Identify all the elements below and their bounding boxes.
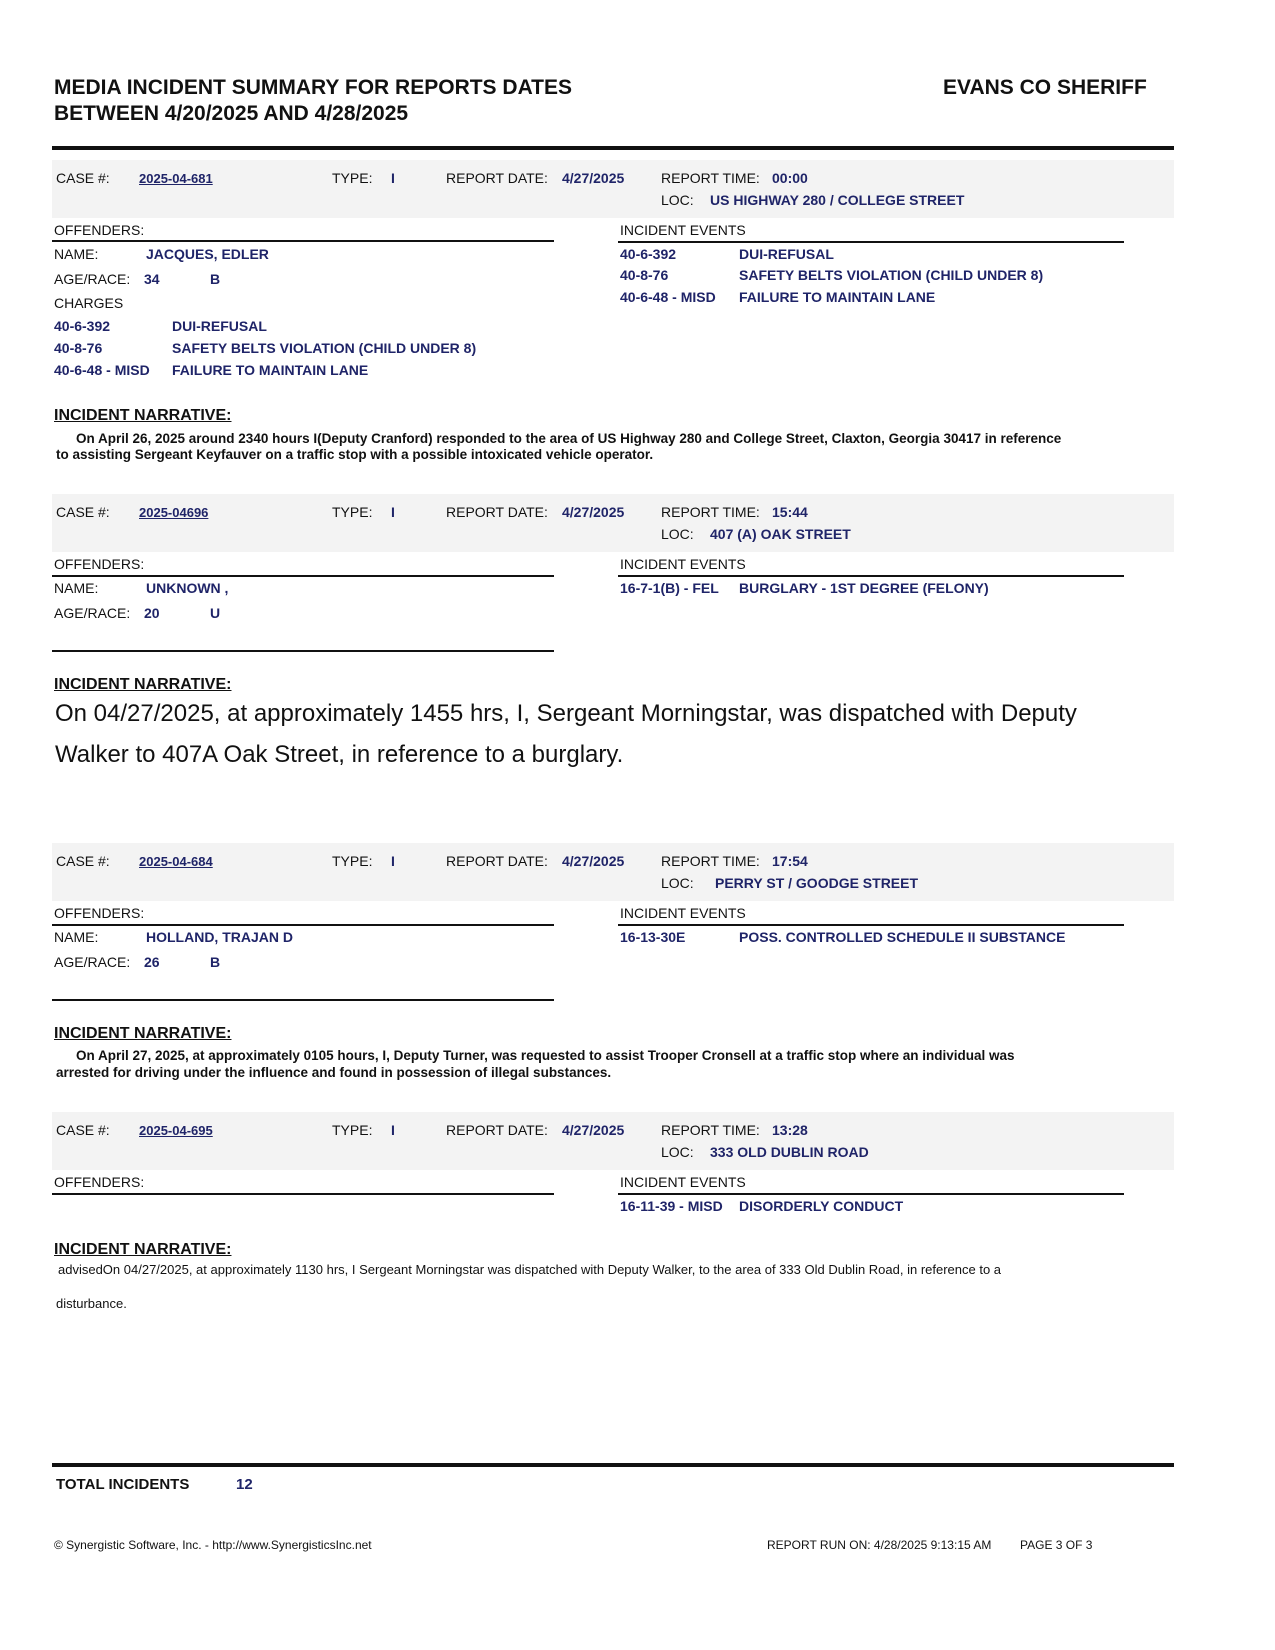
report-time-value: 17:54 [772, 853, 808, 869]
event-code: 40-6-392 [620, 246, 677, 262]
event-desc: BURGLARY - 1ST DEGREE (FELONY) [739, 580, 989, 596]
totals-divider [52, 1463, 1174, 1467]
case-number-link[interactable]: 2025-04-681 [139, 171, 213, 186]
type-value: I [391, 1122, 395, 1138]
type-value: I [391, 504, 395, 520]
case-number-link[interactable]: 2025-04-684 [139, 854, 213, 869]
incident-events-label: INCIDENT EVENTS [620, 222, 746, 238]
type-value: I [391, 853, 395, 869]
offenders-rule [52, 1193, 554, 1195]
type-label: TYPE: [332, 504, 373, 520]
footer-page-number: PAGE 3 OF 3 [1020, 1538, 1093, 1552]
narrative-heading: INCIDENT NARRATIVE: [54, 676, 232, 693]
report-title-line1: MEDIA INCIDENT SUMMARY FOR REPORTS DATES [54, 76, 573, 99]
offender-name: UNKNOWN , [146, 580, 229, 596]
report-date-label: REPORT DATE: [446, 504, 548, 520]
narrative-line: disturbance. [56, 1296, 127, 1311]
case-number-link[interactable]: 2025-04-695 [139, 1123, 213, 1138]
case-header-band [52, 1112, 1174, 1170]
age-race-label: AGE/RACE: [54, 954, 131, 970]
report-date-value: 4/27/2025 [562, 170, 625, 186]
type-label: TYPE: [332, 170, 373, 186]
report-date-value: 4/27/2025 [562, 504, 625, 520]
offender-race: U [210, 605, 221, 621]
offenders-label: OFFENDERS: [54, 556, 145, 572]
report-date-value: 4/27/2025 [562, 1122, 625, 1138]
offender-name: JACQUES, EDLER [146, 246, 269, 262]
report-time-value: 00:00 [772, 170, 808, 186]
events-rule [618, 1193, 1124, 1195]
charge-code: 40-6-392 [54, 318, 111, 334]
event-code: 40-6-48 - MISD [620, 289, 716, 305]
narrative-heading: INCIDENT NARRATIVE: [54, 1025, 232, 1042]
age-race-label: AGE/RACE: [54, 271, 131, 287]
loc-value: 333 OLD DUBLIN ROAD [710, 1144, 869, 1160]
loc-value: PERRY ST / GOODGE STREET [715, 875, 919, 891]
report-date-label: REPORT DATE: [446, 1122, 548, 1138]
loc-label: LOC: [661, 526, 694, 542]
narrative-line: On April 26, 2025 around 2340 hours I(Deputy Cranford) responded to the area of US Highway 280 and College Street, Claxton, Georgia 30417 in reference [76, 431, 1062, 446]
case-label: CASE #: [56, 170, 110, 186]
type-value: I [391, 170, 395, 186]
events-rule [618, 241, 1124, 243]
total-incidents-label: TOTAL INCIDENTS [56, 1476, 190, 1493]
narrative-heading: INCIDENT NARRATIVE: [54, 407, 232, 424]
loc-label: LOC: [661, 1144, 694, 1160]
charges-label: CHARGES [54, 295, 124, 311]
loc-value: 407 (A) OAK STREET [710, 526, 851, 542]
age-race-label: AGE/RACE: [54, 605, 131, 621]
case-label: CASE #: [56, 853, 110, 869]
name-label: NAME: [54, 246, 99, 262]
report-time-label: REPORT TIME: [661, 1122, 760, 1138]
offender-name: HOLLAND, TRAJAN D [146, 929, 293, 945]
report-time-label: REPORT TIME: [661, 853, 760, 869]
narrative-line: arrested for driving under the influence and found in possession of illegal substances. [56, 1065, 612, 1080]
report-time-value: 13:28 [772, 1122, 808, 1138]
report-time-label: REPORT TIME: [661, 170, 760, 186]
report-title-line2: BETWEEN 4/20/2025 AND 4/28/2025 [54, 102, 409, 125]
report-date-value: 4/27/2025 [562, 853, 625, 869]
case-label: CASE #: [56, 1122, 110, 1138]
narrative-line: advisedOn 04/27/2025, at approximately 1130 hrs, I Sergeant Morningstar was dispatched with Deputy Walker, to the area of 333 Old Dublin Road, in reference to a [58, 1262, 1002, 1277]
incident-events-label: INCIDENT EVENTS [620, 556, 746, 572]
total-incidents-value: 12 [236, 1476, 253, 1493]
offenders-label: OFFENDERS: [54, 222, 145, 238]
event-desc: DUI-REFUSAL [739, 246, 834, 262]
event-code: 16-7-1(B) - FEL [620, 580, 719, 596]
event-code: 40-8-76 [620, 267, 669, 283]
event-desc: POSS. CONTROLLED SCHEDULE II SUBSTANCE [739, 929, 1066, 945]
event-code: 16-11-39 - MISD [620, 1198, 723, 1214]
event-code: 16-13-30E [620, 929, 686, 945]
narrative-line: On April 27, 2025, at approximately 0105 hours, I, Deputy Turner, was requested to assist Trooper Cronsell at a traffic stop where an individual was [76, 1048, 1015, 1063]
header-divider [52, 146, 1174, 150]
name-label: NAME: [54, 580, 99, 596]
case-header-band [52, 160, 1174, 218]
narrative-line: On 04/27/2025, at approximately 1455 hrs, I, Sergeant Morningstar, was dispatched with Deputy [55, 700, 1077, 727]
events-rule [618, 924, 1124, 926]
agency-name: EVANS CO SHERIFF [943, 76, 1147, 99]
case-number-link[interactable]: 2025-04696 [139, 505, 209, 520]
offender-age: 34 [144, 271, 160, 287]
offenders-end-rule [52, 999, 554, 1001]
offender-age: 26 [144, 954, 160, 970]
event-desc: SAFETY BELTS VIOLATION (CHILD UNDER 8) [739, 267, 1044, 283]
loc-label: LOC: [661, 875, 694, 891]
name-label: NAME: [54, 929, 99, 945]
report-time-label: REPORT TIME: [661, 504, 760, 520]
offenders-rule [52, 575, 554, 577]
charge-code: 40-6-48 - MISD [54, 362, 150, 378]
report-date-label: REPORT DATE: [446, 853, 548, 869]
type-label: TYPE: [332, 1122, 373, 1138]
charge-desc: DUI-REFUSAL [172, 318, 267, 334]
narrative-line: Walker to 407A Oak Street, in reference to a burglary. [55, 741, 624, 768]
loc-label: LOC: [661, 192, 694, 208]
charge-code: 40-8-76 [54, 340, 103, 356]
incident-events-label: INCIDENT EVENTS [620, 1174, 746, 1190]
events-rule [618, 575, 1124, 577]
event-desc: FAILURE TO MAINTAIN LANE [739, 289, 936, 305]
footer-copyright: © Synergistic Software, Inc. - http://www.SynergisticsInc.net [54, 1538, 372, 1552]
type-label: TYPE: [332, 853, 373, 869]
charge-desc: SAFETY BELTS VIOLATION (CHILD UNDER 8) [172, 340, 477, 356]
offenders-rule [52, 240, 554, 242]
offender-race: B [210, 954, 221, 970]
offenders-label: OFFENDERS: [54, 1174, 145, 1190]
incident-events-label: INCIDENT EVENTS [620, 905, 746, 921]
case-header-band [52, 843, 1174, 901]
charge-desc: FAILURE TO MAINTAIN LANE [172, 362, 369, 378]
narrative-line: to assisting Sergeant Keyfauver on a traffic stop with a possible intoxicated vehicle operator. [56, 447, 654, 462]
case-label: CASE #: [56, 504, 110, 520]
report-time-value: 15:44 [772, 504, 808, 520]
report-date-label: REPORT DATE: [446, 170, 548, 186]
offender-age: 20 [144, 605, 160, 621]
event-desc: DISORDERLY CONDUCT [739, 1198, 904, 1214]
offenders-rule [52, 924, 554, 926]
offenders-label: OFFENDERS: [54, 905, 145, 921]
case-header-band [52, 494, 1174, 552]
offenders-end-rule [52, 650, 554, 652]
loc-value: US HIGHWAY 280 / COLLEGE STREET [710, 192, 965, 208]
narrative-heading: INCIDENT NARRATIVE: [54, 1241, 232, 1258]
offender-race: B [210, 271, 221, 287]
footer-run-on: REPORT RUN ON: 4/28/2025 9:13:15 AM [767, 1538, 992, 1552]
